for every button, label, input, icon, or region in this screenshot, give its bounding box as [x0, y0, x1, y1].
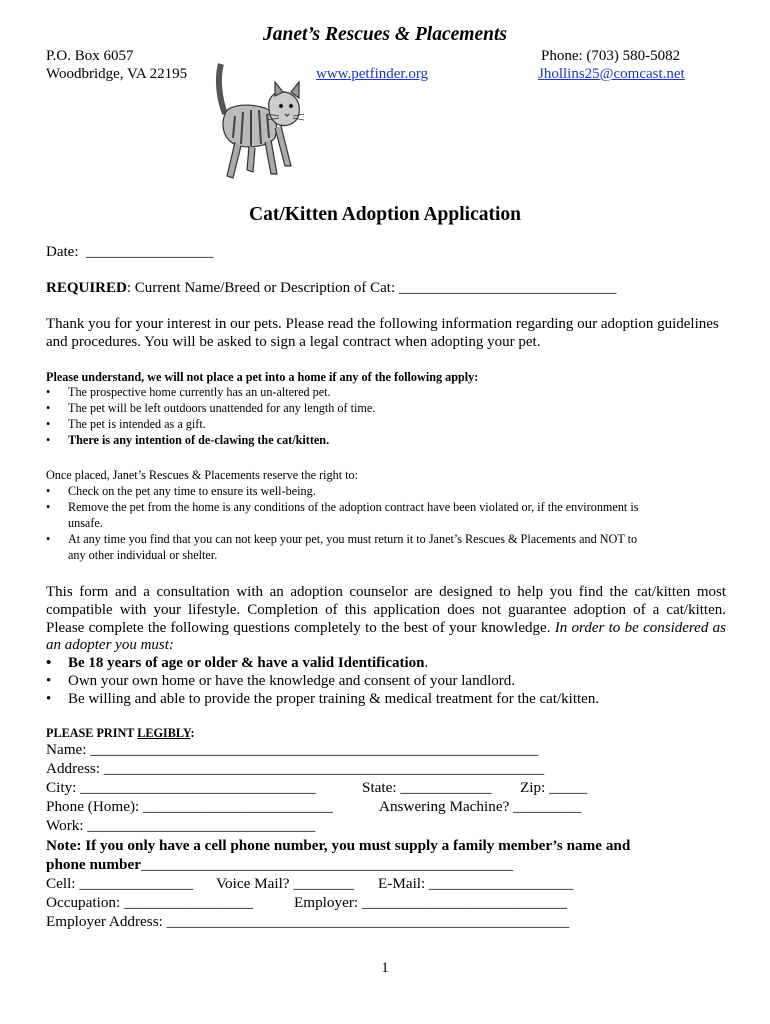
- requirement-item: Be willing and able to provide the proper training & medical treatment for the cat/kitten.: [68, 691, 600, 707]
- print-legibly-label: [46, 726, 195, 741]
- phone-home-field[interactable]: Phone (Home): _________________________: [46, 798, 333, 815]
- intro-line-2: and procedures. You will be asked to sign a legal contract when adopting your pet.: [46, 334, 541, 350]
- not-place-heading: Please understand, we will not place a pet into a home if any of the following apply:: [46, 370, 479, 384]
- date-row: [46, 244, 213, 261]
- bullet: •: [46, 401, 51, 415]
- date-label: Date:: [46, 244, 79, 260]
- cat-illustration: [205, 58, 305, 188]
- bullet: •: [46, 655, 52, 671]
- form-para-line-1: This form and a consultation with an adoption counselor are designed to help you find the cat/kitten most: [46, 584, 726, 600]
- bullet: •: [46, 417, 51, 431]
- phone-number: Phone: (703) 580-5082: [541, 48, 681, 64]
- bullet: •: [46, 673, 52, 689]
- note-line-1: Note: If you only have a cell phone number, you must supply a family member’s name and: [46, 837, 631, 854]
- page-number: 1: [381, 960, 389, 976]
- state-field[interactable]: State: ____________: [362, 779, 492, 796]
- list-item-continued: unsafe.: [68, 516, 103, 530]
- reserve-heading: Once placed, Janet’s Rescues & Placements reserve the right to:: [46, 468, 359, 482]
- not-place-list: [0, 385, 770, 455]
- list-item: The pet is intended as a gift.: [68, 417, 206, 431]
- bullet: •: [46, 691, 52, 707]
- cell-field[interactable]: Cell: _______________: [46, 875, 194, 892]
- print-label-colon: :: [190, 726, 195, 740]
- occupation-field[interactable]: Occupation: _________________: [46, 894, 254, 911]
- family-phone-blank[interactable]: _________________________________________________: [140, 856, 514, 873]
- voice-mail-field[interactable]: Voice Mail? ________: [216, 875, 355, 892]
- requirement-item: [68, 655, 428, 672]
- zip-field[interactable]: Zip: _____: [520, 779, 588, 796]
- required-row: [46, 280, 616, 297]
- email-field[interactable]: E-Mail: ___________________: [378, 875, 574, 892]
- form-para-line-3: [46, 619, 726, 637]
- list-item-continued: any other individual or shelter.: [68, 548, 218, 562]
- requirement-item: Own your own home or have the knowledge and consent of your landlord.: [68, 673, 515, 689]
- address-line-2: Woodbridge, VA 22195: [46, 66, 188, 82]
- list-item: Check on the pet any time to ensure its well-being.: [68, 484, 316, 498]
- family-phone-field[interactable]: [46, 856, 513, 874]
- bullet: •: [46, 532, 51, 546]
- employer-field[interactable]: Employer: ___________________________: [294, 894, 567, 911]
- employer-address-field[interactable]: Employer Address: _____________________________________________________: [46, 913, 570, 930]
- answering-machine-field[interactable]: Answering Machine? _________: [379, 798, 582, 815]
- email-link[interactable]: Jhollins25@comcast.net: [538, 66, 685, 82]
- city-field[interactable]: City: _______________________________: [46, 779, 316, 796]
- list-item: The pet will be left outdoors unattended for any length of time.: [68, 401, 376, 415]
- print-label-text: PLEASE PRINT: [46, 726, 138, 740]
- form-para-line-4: an adopter you must:: [46, 637, 174, 653]
- name-field[interactable]: Name: ___________________________________________________________: [46, 741, 539, 758]
- form-para-line-2: compatible with your lifestyle. Completion of this application does not guarantee adoption of a cat/kitten.: [46, 602, 726, 618]
- work-field[interactable]: Work: ______________________________: [46, 817, 316, 834]
- bullet: •: [46, 385, 51, 399]
- list-item: The prospective home currently has an un-altered pet.: [68, 385, 331, 399]
- bullet: •: [46, 484, 51, 498]
- page-title: Cat/Kitten Adoption Application: [249, 204, 521, 225]
- date-field[interactable]: _________________: [82, 244, 214, 260]
- list-item: Remove the pet from the home is any conditions of the adoption contract have been violated or, if the environment is: [68, 500, 639, 514]
- form-para-line-3-italic: In order to be considered as: [554, 620, 726, 636]
- required-text[interactable]: : Current Name/Breed or Description of Cat: _____________________________: [126, 280, 617, 296]
- required-label: REQUIRED: [46, 280, 127, 296]
- requirements-list: [0, 655, 770, 711]
- reserve-list: [0, 484, 770, 564]
- bullet: •: [46, 433, 51, 447]
- note-line-2: phone number: [46, 856, 141, 873]
- intro-line-1: Thank you for your interest in our pets. Please read the following information regarding our adoption guidelines: [46, 316, 719, 332]
- website-link[interactable]: www.petfinder.org: [316, 66, 429, 82]
- print-label-underlined: LEGIBLY: [137, 726, 191, 740]
- address-line-1: P.O. Box 6057: [46, 48, 134, 64]
- org-name: Janet’s Rescues & Placements: [263, 24, 507, 45]
- address-field[interactable]: Address: __________________________________________________________: [46, 760, 545, 777]
- requirement-period: .: [424, 655, 429, 671]
- form-para-line-3-text: Please complete the following questions completely to the best of your knowledge.: [46, 620, 555, 636]
- bullet: •: [46, 500, 51, 514]
- requirement-text: Be 18 years of age or older & have a valid Identification: [68, 655, 425, 671]
- list-item: There is any intention of de-clawing the cat/kitten.: [68, 433, 330, 447]
- list-item: At any time you find that you can not keep your pet, you must return it to Janet’s Rescues & Placements and NOT to: [68, 532, 638, 546]
